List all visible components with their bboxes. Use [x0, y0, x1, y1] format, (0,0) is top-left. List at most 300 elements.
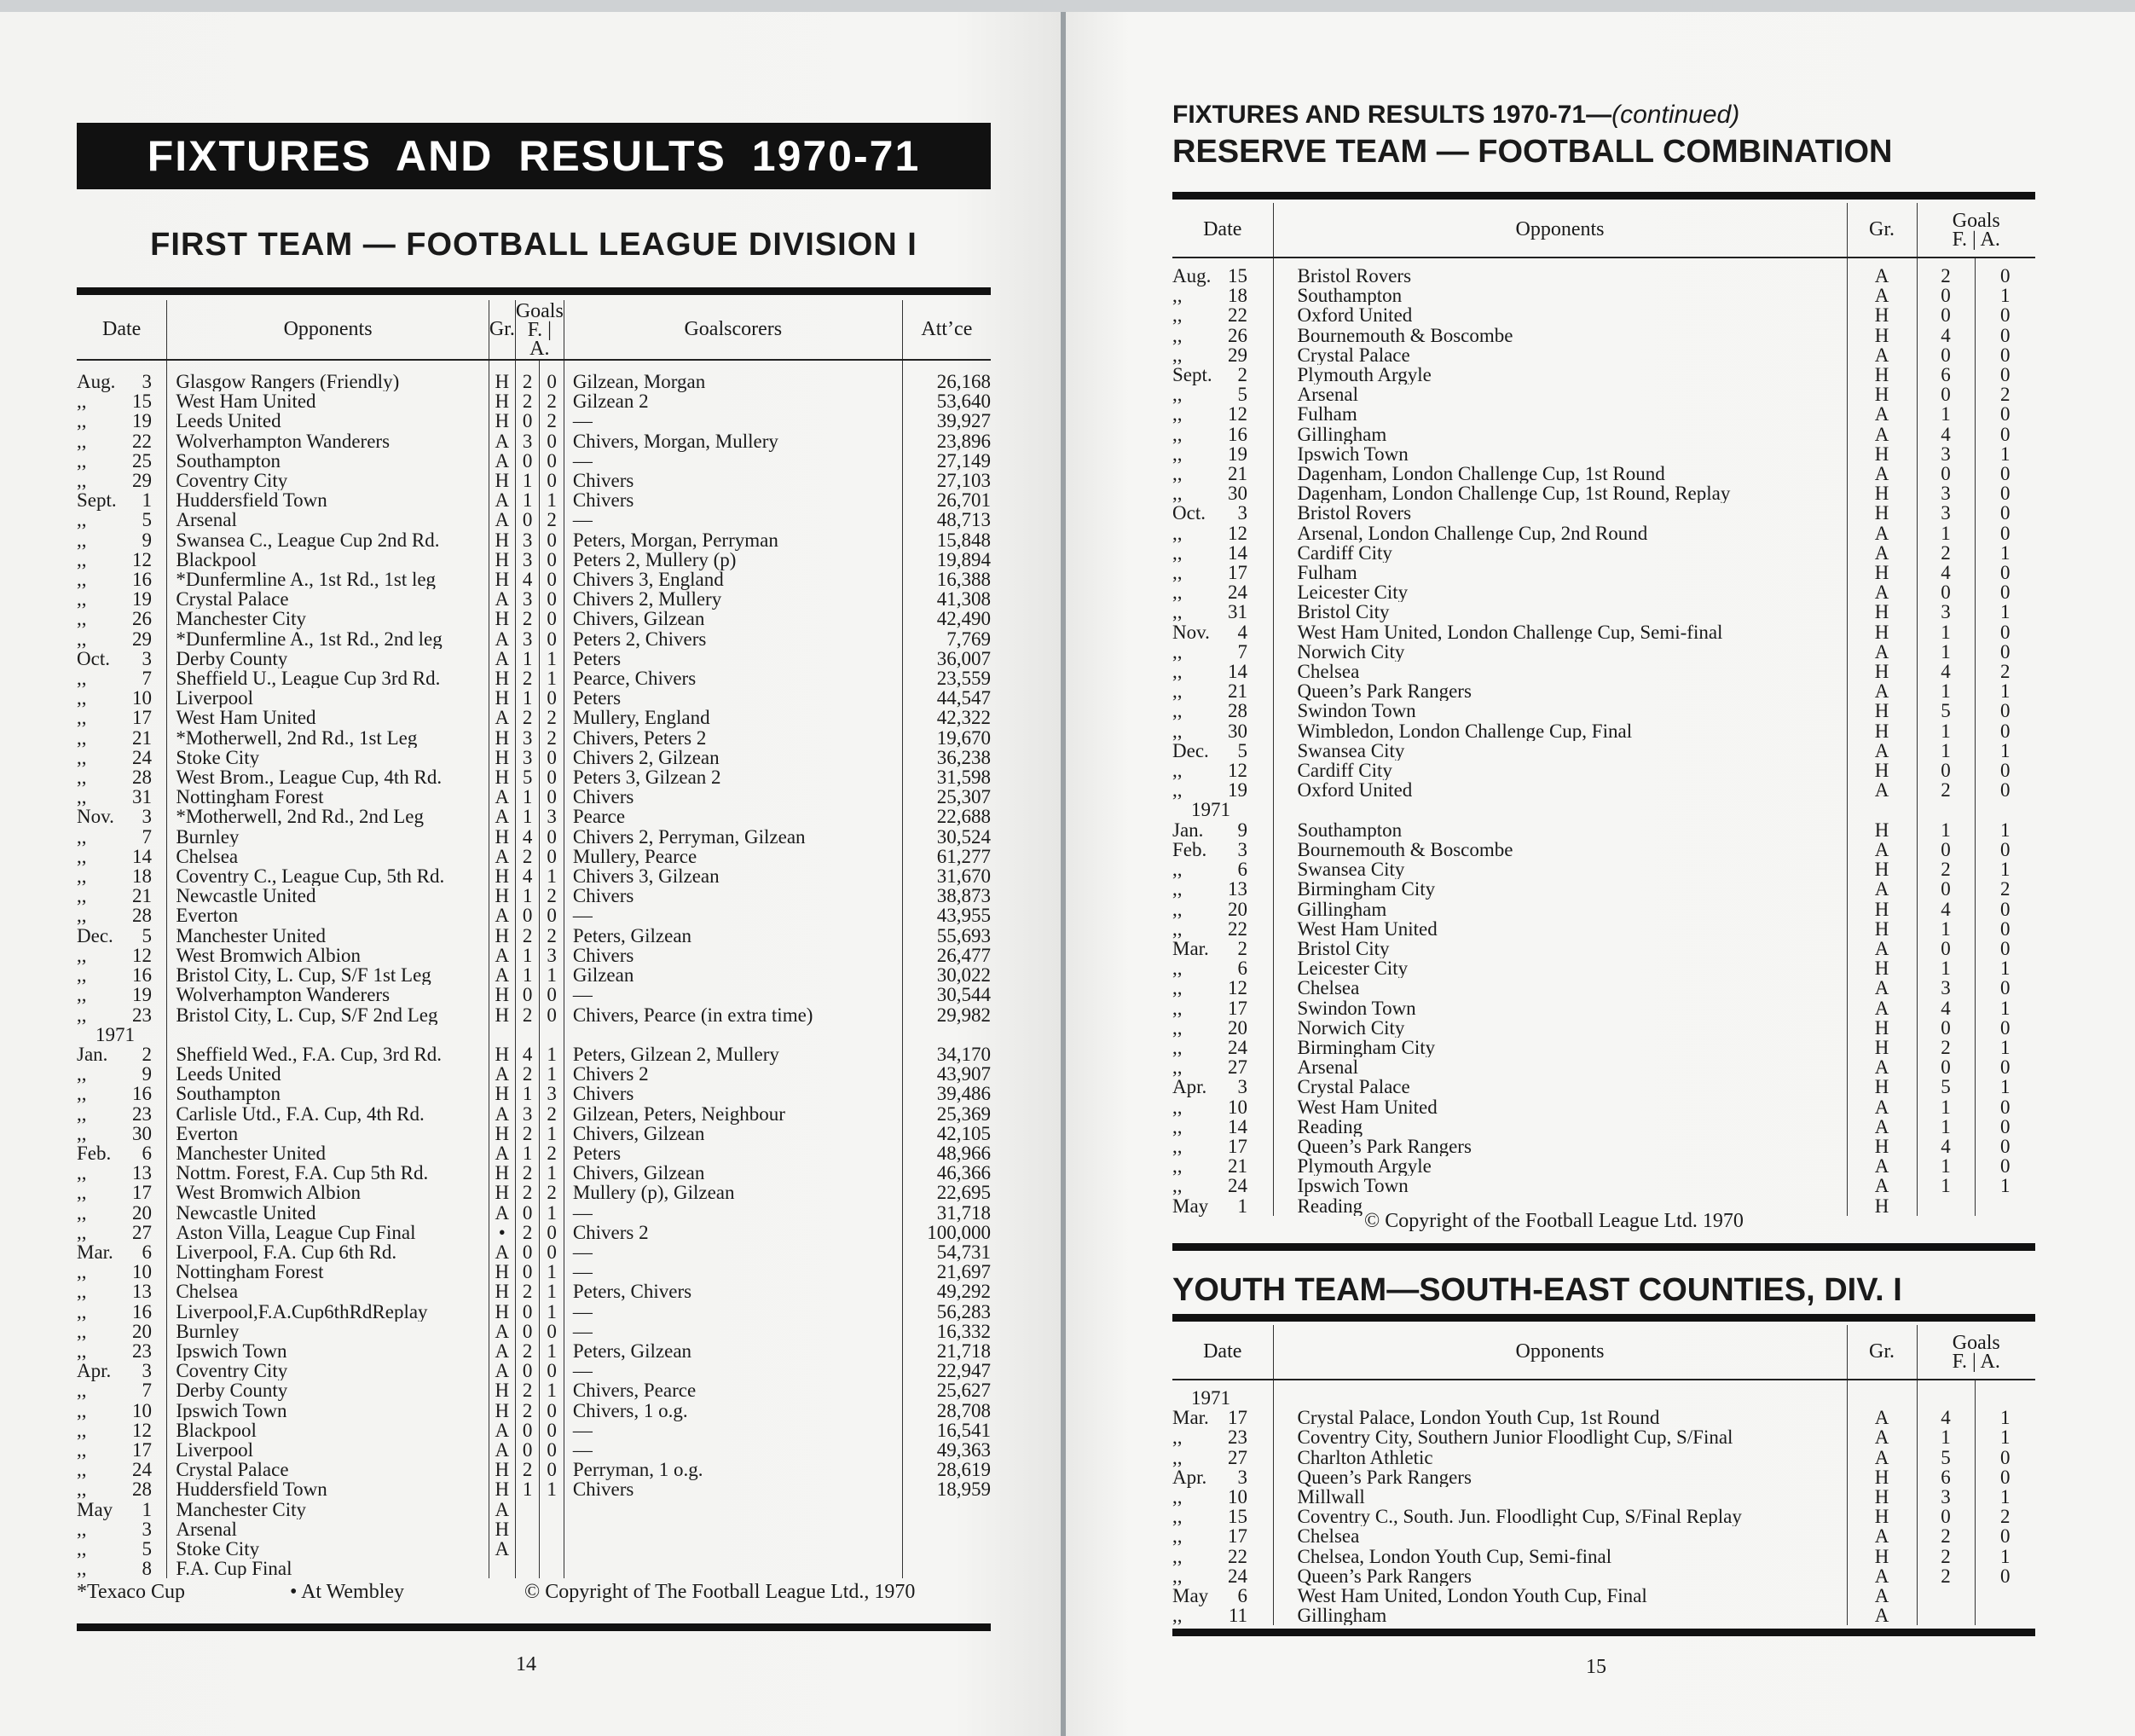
goals-against-cell: 0 — [1975, 345, 2035, 365]
date-month: ,, — [77, 905, 87, 927]
goals-against-cell: 0 — [1975, 425, 2035, 444]
opponent-cell — [167, 1262, 489, 1282]
date-month: ,, — [77, 726, 87, 749]
goals-against-cell: 0 — [1975, 1156, 2035, 1176]
date-day: 22 — [1228, 917, 1247, 940]
opponent-cell — [167, 827, 489, 847]
table-row — [77, 906, 991, 925]
date-cell — [77, 807, 167, 826]
goals-for-cell: 1 — [1917, 820, 1975, 840]
attendance-cell: 16,541 — [902, 1421, 991, 1440]
table-row — [1172, 958, 2035, 978]
goals-against-cell: 0 — [1975, 404, 2035, 424]
opponent-cell — [167, 391, 489, 411]
opponent-cell — [167, 629, 489, 649]
attendance-cell: 26,477 — [902, 946, 991, 965]
date-month: ,, — [1172, 344, 1183, 366]
date-month: ,, — [1172, 1135, 1183, 1157]
opponent-name: Manchester City — [176, 609, 306, 629]
goals-against-cell: 0 — [540, 827, 564, 847]
date-month: ,, — [77, 608, 87, 630]
header-for: F. — [1952, 228, 1968, 251]
date-cell — [1172, 780, 1273, 800]
goals-against-cell: 1 — [540, 866, 564, 886]
date-day: 31 — [1228, 601, 1247, 623]
opponent-name: Derby County — [176, 1380, 288, 1401]
date-month: ,, — [77, 1063, 87, 1085]
opponent-cell — [167, 1519, 489, 1539]
date-day: 22 — [1228, 304, 1247, 327]
goals-for-cell: 1 — [1917, 741, 1975, 761]
goalscorers-cell: Chivers 2 — [564, 1223, 902, 1242]
goals-for-cell: 4 — [1917, 425, 1975, 444]
table-row — [1172, 919, 2035, 939]
date-cell — [1172, 622, 1273, 642]
date-day: 3 — [142, 1518, 152, 1540]
table-row — [77, 1203, 991, 1223]
goals-for-cell: 0 — [1917, 305, 1975, 325]
goals-against-cell — [1975, 800, 2035, 819]
table-row — [77, 609, 991, 628]
header-goals-label: Goals — [515, 299, 564, 322]
table-row — [77, 1183, 991, 1202]
date-day: 25 — [132, 449, 152, 472]
opponent-cell — [167, 847, 489, 866]
opponent-name: Queen’s Park Rangers — [1297, 681, 1472, 702]
opponent-cell — [1273, 1038, 1847, 1057]
left-page — [0, 12, 1062, 1736]
goals-for-cell: 0 — [515, 1242, 540, 1262]
date-cell — [1172, 1117, 1273, 1137]
date-day: 20 — [132, 1201, 152, 1224]
opponent-name: Crystal Palace — [1297, 1077, 1410, 1097]
goals-for-cell: 0 — [1917, 582, 1975, 602]
goals-for-cell: 2 — [515, 1005, 540, 1025]
header-ground: Gr. — [1847, 203, 1917, 258]
goals-against-cell: 1 — [1975, 444, 2035, 464]
goals-for-cell: 2 — [1917, 859, 1975, 879]
date-cell — [77, 1163, 167, 1183]
table-row — [77, 926, 991, 946]
date-month: ,, — [77, 1004, 87, 1026]
opponent-name: Swansea City — [1297, 859, 1405, 880]
goals-against-cell: 1 — [1975, 1038, 2035, 1057]
date-day: 7 — [1237, 640, 1247, 663]
opponent-name: Ipswich Town — [176, 1340, 287, 1362]
goals-against-cell: 0 — [1975, 1117, 2035, 1137]
ground-cell: A — [1847, 1408, 1917, 1427]
ground-cell: H — [1847, 721, 1917, 741]
attendance-cell: 26,168 — [902, 372, 991, 391]
date-cell — [1172, 1018, 1273, 1038]
goals-against-cell: 2 — [1975, 879, 2035, 899]
goals-for-cell: 1 — [1917, 404, 1975, 424]
opponent-cell — [167, 1044, 489, 1064]
header-opponents: Opponents — [1273, 203, 1847, 258]
attendance-cell: 61,277 — [902, 847, 991, 866]
table-row — [77, 431, 991, 451]
ground-cell: H — [1847, 1077, 1917, 1097]
goals-against-cell: 0 — [1975, 840, 2035, 859]
header-goals-label: Goals — [1952, 1331, 2000, 1354]
attendance-cell — [902, 1025, 991, 1044]
goals-for-cell: 2 — [515, 1282, 540, 1301]
ground-cell: A — [1847, 286, 1917, 305]
goalscorers-cell: Gilzean 2 — [564, 391, 902, 411]
date-month: ,, — [77, 1201, 87, 1224]
ground-cell: A — [1847, 1097, 1917, 1117]
goals-for-cell: 4 — [1917, 998, 1975, 1018]
date-month: ,, — [77, 410, 87, 432]
date-day: 2 — [1237, 937, 1247, 959]
opponent-cell — [167, 1361, 489, 1380]
table-row — [1172, 543, 2035, 563]
opponent-cell — [167, 708, 489, 727]
table-row — [77, 1282, 991, 1301]
opponent-name: Norwich City — [1297, 641, 1405, 663]
table-row — [1172, 642, 2035, 662]
ground-cell: H — [489, 827, 515, 847]
date-month: ,, — [77, 1558, 87, 1580]
date-month: ,, — [1172, 898, 1183, 920]
date-day: 28 — [132, 1478, 152, 1501]
goalscorers-cell: — — [564, 451, 902, 471]
goals-against-cell: 1 — [540, 1124, 564, 1143]
date-day: 12 — [132, 1419, 152, 1441]
goals-against-cell: 1 — [1975, 1176, 2035, 1195]
opponent-cell — [1273, 503, 1847, 523]
goalscorers-cell: Chivers, Peters 2 — [564, 728, 902, 748]
opponent-name: West Bromwich Albion — [176, 1183, 361, 1203]
goals-for-cell: 0 — [515, 1440, 540, 1460]
opponent-cell — [1273, 1448, 1847, 1467]
opponent-name: Manchester City — [176, 1499, 306, 1519]
opponent-name: *Dunfermline A., 1st Rd., 2nd leg — [176, 628, 443, 649]
attendance-cell: 36,007 — [902, 649, 991, 668]
date-cell — [1172, 1507, 1273, 1526]
opponent-cell — [1273, 1526, 1847, 1546]
goals-for-cell: 0 — [1917, 385, 1975, 404]
opponent-cell — [1273, 1176, 1847, 1195]
date-cell — [1172, 1606, 1273, 1625]
opponent-name: Crystal Palace — [1297, 344, 1410, 366]
opponent-name: West Brom., League Cup, 4th Rd. — [176, 767, 443, 788]
ground-cell: A — [1847, 425, 1917, 444]
ground-cell: A — [489, 1104, 515, 1124]
goalscorers-cell: — — [564, 906, 902, 925]
opponent-cell — [167, 1380, 489, 1400]
ground-cell: H — [489, 411, 515, 431]
opponent-name: Coventry City, Southern Junior Floodlight Cup, S/Final — [1297, 1427, 1733, 1448]
date-day: 21 — [1228, 680, 1247, 703]
goals-against-cell: 0 — [1975, 1097, 2035, 1117]
date-month: ,, — [77, 449, 87, 472]
goals-for-cell — [1917, 1196, 1975, 1216]
date-cell — [1172, 286, 1273, 305]
goals-for-cell: 1 — [515, 1143, 540, 1163]
date-cell — [1172, 859, 1273, 879]
date-cell — [1172, 404, 1273, 424]
ground-cell: H — [1847, 701, 1917, 720]
goals-for-cell: 3 — [515, 589, 540, 609]
date-cell — [77, 1421, 167, 1440]
table-row — [1172, 840, 2035, 859]
ground-cell: H — [489, 1282, 515, 1301]
date-cell — [77, 1559, 167, 1578]
date-day: 24 — [132, 746, 152, 768]
date-month: ,, — [77, 825, 87, 848]
goals-against-cell: 0 — [1975, 1526, 2035, 1546]
goals-against-cell: 0 — [1975, 919, 2035, 939]
date-cell — [1172, 326, 1273, 345]
opponent-cell — [1273, 1586, 1847, 1606]
date-day: 27 — [132, 1221, 152, 1243]
date-cell — [1172, 365, 1273, 385]
opponent-name: Fulham — [1297, 404, 1357, 425]
opponent-name: Cardiff City — [1297, 761, 1392, 781]
goals-for-cell: 4 — [515, 827, 540, 847]
date-month: ,, — [77, 845, 87, 867]
goalscorers-cell: Mullery, England — [564, 708, 902, 727]
date-month: Feb. — [77, 1142, 112, 1164]
opponent-name: Queen’s Park Rangers — [1297, 1136, 1472, 1157]
goals-against-cell: 0 — [540, 1401, 564, 1421]
table-row — [1172, 404, 2035, 424]
date-day: 20 — [132, 1320, 152, 1342]
date-cell — [77, 510, 167, 529]
ground-cell: A — [1847, 998, 1917, 1018]
goals-for-cell: 5 — [1917, 1077, 1975, 1097]
ground-cell: A — [1847, 1448, 1917, 1467]
ground-cell: H — [489, 1380, 515, 1400]
date-month: ,, — [1172, 582, 1183, 604]
opponent-name: Bournemouth & Boscombe — [1297, 325, 1513, 345]
opponent-cell — [1273, 622, 1847, 642]
date-month: ,, — [1172, 1605, 1183, 1627]
goals-against-cell: 0 — [1975, 1467, 2035, 1487]
date-day: 28 — [1228, 700, 1247, 722]
reserve-team-title: RESERVE TEAM — FOOTBALL COMBINATION — [1172, 134, 1893, 170]
date-day: 13 — [132, 1162, 152, 1184]
date-month: ,, — [1172, 878, 1183, 900]
opponent-cell — [167, 906, 489, 925]
attendance-cell: 29,982 — [902, 1005, 991, 1025]
opponent-cell — [167, 1500, 489, 1519]
header-against: A. — [529, 337, 550, 360]
goals-against-cell: 0 — [540, 1242, 564, 1262]
attendance-cell: 43,955 — [902, 906, 991, 925]
ground-cell: A — [1847, 1156, 1917, 1176]
opponent-name: Swansea City — [1297, 740, 1405, 761]
date-month: ,, — [1172, 1545, 1183, 1567]
date-month: Mar. — [77, 1241, 113, 1263]
goals-for-cell: 1 — [515, 471, 540, 490]
goals-for-cell: 2 — [515, 391, 540, 411]
ground-cell: A — [1847, 840, 1917, 859]
attendance-cell: 46,366 — [902, 1163, 991, 1183]
date-cell — [77, 926, 167, 946]
date-month: ,, — [77, 430, 87, 452]
goals-for-cell: 4 — [1917, 900, 1975, 919]
date-cell — [77, 1440, 167, 1460]
table-row — [1172, 622, 2035, 642]
opponent-name: Manchester United — [176, 925, 326, 946]
youth-team-title: YOUTH TEAM—SOUTH-EAST COUNTIES, DIV. I — [1172, 1272, 1902, 1308]
date-cell — [77, 668, 167, 688]
right-page — [1066, 12, 2135, 1736]
opponent-cell — [1273, 1427, 1847, 1447]
date-month: ,, — [1172, 1155, 1183, 1178]
goals-for-cell: 0 — [1917, 464, 1975, 483]
date-month: ,, — [77, 509, 87, 531]
opponent-cell — [1273, 286, 1847, 305]
youth-team-table — [1172, 1325, 2035, 1625]
opponent-cell — [1273, 1606, 1847, 1625]
opponent-cell — [1273, 385, 1847, 404]
date-month: ,, — [1172, 1036, 1183, 1058]
goals-against-cell: 0 — [1975, 1448, 2035, 1467]
goals-against-cell: 1 — [540, 649, 564, 668]
ground-cell: A — [489, 1203, 515, 1223]
goalscorers-cell: Peters, Gilzean — [564, 926, 902, 946]
opponent-cell — [167, 490, 489, 510]
date-day: 17 — [132, 707, 152, 729]
date-day: 6 — [1237, 958, 1247, 980]
footnote-texaco: *Texaco Cup — [77, 1581, 185, 1603]
ground-cell: A — [1847, 543, 1917, 563]
date-month: ,, — [1172, 1525, 1183, 1548]
goalscorers-cell: Gilzean, Morgan — [564, 372, 902, 391]
ground-cell: A — [489, 649, 515, 668]
opponent-name: Chelsea, London Youth Cup, Semi-final — [1297, 1546, 1612, 1566]
table-row — [1172, 326, 2035, 345]
date-day: 5 — [142, 1537, 152, 1560]
date-day: 18 — [132, 865, 152, 888]
date-month: ,, — [77, 746, 87, 768]
header-attendance: Att’ce — [902, 300, 991, 360]
attendance-cell: 22,947 — [902, 1361, 991, 1380]
goals-against-cell: 0 — [540, 1421, 564, 1440]
date-day: 10 — [1228, 1096, 1247, 1118]
goals-against-cell: 3 — [540, 946, 564, 965]
opponent-name: *Motherwell, 2nd Rd., 2nd Leg — [176, 807, 424, 827]
goals-against-cell: 1 — [540, 1044, 564, 1064]
date-cell — [1172, 543, 1273, 563]
goals-against-cell: 0 — [1975, 503, 2035, 523]
goals-for-cell: 1 — [515, 946, 540, 965]
date-day: 23 — [132, 1004, 152, 1026]
date-cell — [1172, 1586, 1273, 1606]
opponent-cell — [167, 866, 489, 886]
date-cell — [1172, 425, 1273, 444]
table-row — [77, 589, 991, 609]
date-month: ,, — [77, 1438, 87, 1461]
goalscorers-cell: Peters 2, Mullery (p) — [564, 550, 902, 570]
reserve-team-table — [1172, 203, 2035, 1216]
goalscorers-cell: — — [564, 1440, 902, 1460]
date-cell — [1172, 305, 1273, 325]
opponent-cell — [167, 1163, 489, 1183]
table-row — [1172, 1566, 2035, 1586]
date-day: 3 — [1237, 838, 1247, 860]
attendance-cell: 31,598 — [902, 767, 991, 787]
ground-cell: H — [1847, 622, 1917, 642]
opponent-cell — [1273, 919, 1847, 939]
goalscorers-cell: — — [564, 411, 902, 431]
opponent-cell — [1273, 602, 1847, 622]
goals-for-cell: 2 — [515, 1341, 540, 1361]
goals-against-cell: 1 — [1975, 286, 2035, 305]
goals-for-cell: 2 — [515, 1124, 540, 1143]
goalscorers-cell: Chivers 2 — [564, 1064, 902, 1084]
ground-cell: H — [489, 471, 515, 490]
attendance-cell: 30,022 — [902, 965, 991, 985]
copyright-reserve: © Copyright of the Football League Ltd. 1970 — [1364, 1210, 1744, 1232]
ground-cell: H — [1847, 1018, 1917, 1038]
opponent-name: Reading — [1297, 1195, 1363, 1216]
attendance-cell: 31,718 — [902, 1203, 991, 1223]
attendance-cell: 36,238 — [902, 748, 991, 767]
date-cell — [77, 372, 167, 391]
opponent-cell — [1273, 444, 1847, 464]
date-cell — [1172, 1097, 1273, 1117]
date-cell — [1172, 1547, 1273, 1566]
goals-for-cell: 1 — [515, 965, 540, 985]
opponent-name: Newcastle United — [176, 1202, 316, 1223]
opponent-cell — [167, 926, 489, 946]
table-row — [77, 530, 991, 550]
date-month: ,, — [77, 1300, 87, 1322]
goals-for-cell — [1917, 1606, 1975, 1625]
opponent-name: Everton — [176, 906, 239, 926]
table-row — [77, 1223, 991, 1242]
attendance-cell: 53,640 — [902, 391, 991, 411]
date-cell — [1172, 1057, 1273, 1077]
goals-for-cell: 1 — [1917, 681, 1975, 701]
opponent-cell — [1273, 978, 1847, 998]
date-month: ,, — [1172, 1446, 1183, 1468]
goals-for-cell: 0 — [1917, 345, 1975, 365]
goalscorers-cell: Peters 2, Chivers — [564, 629, 902, 649]
table-row — [77, 965, 991, 985]
opponent-name: Crystal Palace — [176, 589, 289, 610]
header-goalscorers: Goalscorers — [564, 300, 902, 360]
goalscorers-cell — [564, 1519, 902, 1539]
goalscorers-cell: — — [564, 1361, 902, 1380]
opponent-name: Stoke City — [176, 747, 260, 768]
opponent-name: Southampton — [176, 450, 281, 472]
date-month: ,, — [1172, 1175, 1183, 1197]
opponent-cell — [1273, 1077, 1847, 1097]
header-for: F. — [1952, 1350, 1968, 1373]
goals-for-cell: 0 — [515, 1361, 540, 1380]
date-day: 7 — [142, 668, 152, 690]
divider-rule — [1172, 1243, 2035, 1251]
date-month: ,, — [77, 1182, 87, 1204]
goals-against-cell — [1975, 1586, 2035, 1606]
opponent-cell — [167, 510, 489, 529]
opponent-cell — [1273, 305, 1847, 325]
opponent-name: Swansea C., League Cup 2nd Rd. — [176, 529, 440, 550]
ground-cell: A — [1847, 1606, 1917, 1625]
goals-against-cell: 0 — [540, 847, 564, 866]
bottom-rule — [1172, 1629, 2035, 1636]
first-team-table — [77, 300, 991, 1578]
date-month: Feb. — [1172, 838, 1207, 860]
goals-against-cell: 0 — [540, 471, 564, 490]
opponent-cell — [167, 1203, 489, 1223]
opponent-cell — [1273, 1388, 1847, 1408]
